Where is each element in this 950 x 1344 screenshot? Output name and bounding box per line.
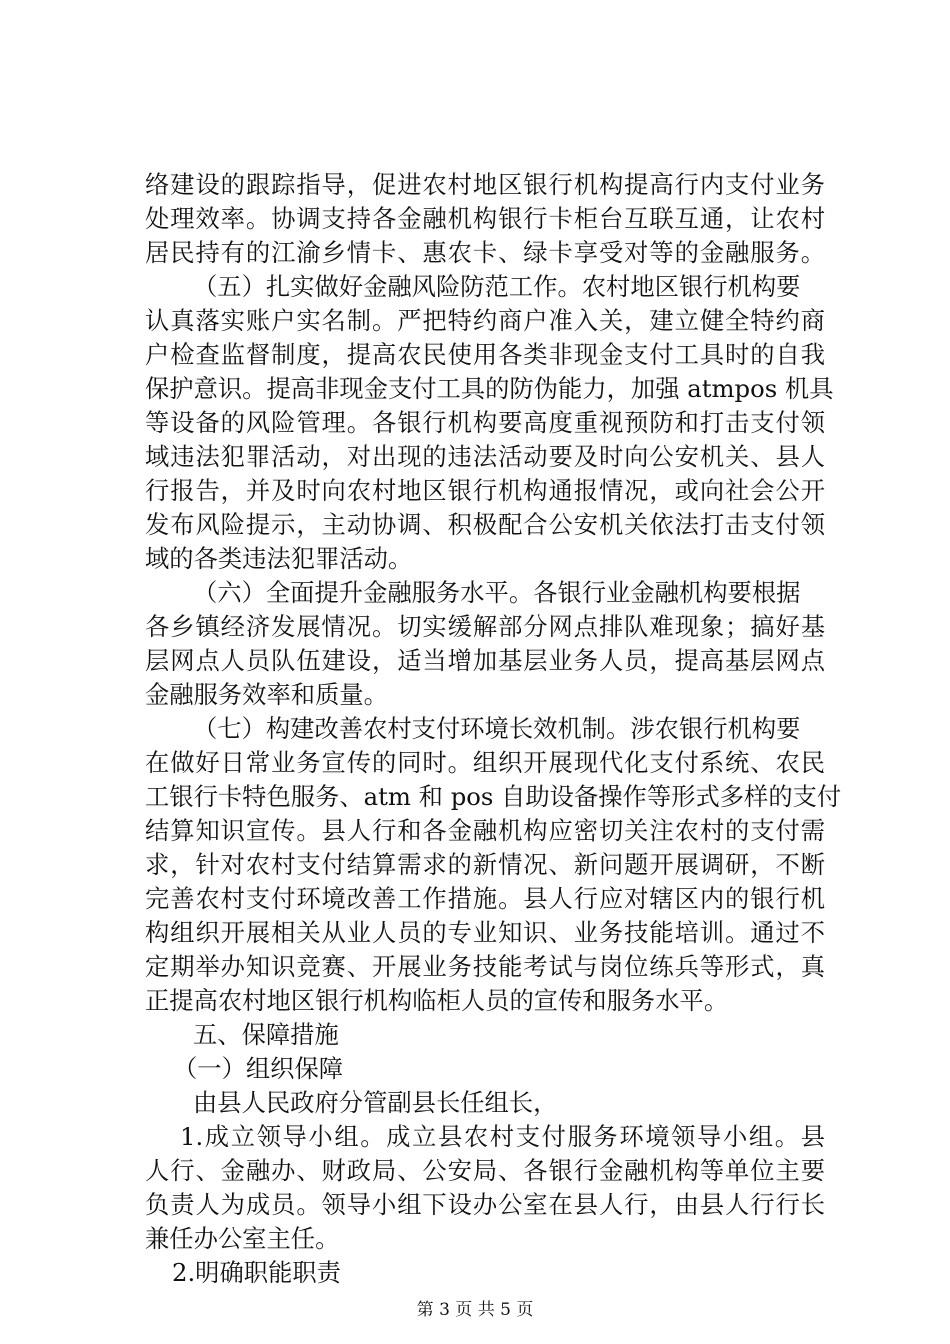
text-line: 络建设的跟踪指导，促进农村地区银行机构提高行内支付业务	[145, 170, 825, 199]
text-line: 户检查监督制度，提高农民使用各类非现金支付工具时的自我	[145, 340, 825, 369]
text-line: 负责人为成员。领导小组下设办公室在县人行，由县人行行长	[145, 1190, 825, 1219]
text-line: 居民持有的江渝乡情卡、惠农卡、绿卡享受对等的金融服务。	[145, 238, 825, 267]
text-line: 正提高农村地区银行机构临柜人员的宣传和服务水平。	[145, 986, 729, 1015]
text-line: 定期举办知识竞赛、开展业务技能考试与岗位练兵等形式，真	[145, 952, 825, 981]
text-line: 域的各类违法犯罪活动。	[145, 544, 413, 573]
text-line: 行报告，并及时向农村地区银行机构通报情况，或向社会公开	[145, 476, 825, 505]
text-line: 结算知识宣传。县人行和各金融机构应密切关注农村的支付需	[145, 816, 825, 845]
text-line: 完善农村支付环境改善工作措施。县人行应对辖区内的银行机	[145, 884, 825, 913]
text-line: 兼任办公室主任。	[145, 1224, 340, 1253]
text-line: 认真落实账户实名制。严把特约商户准入关，建立健全特约商	[145, 306, 825, 335]
text-line: 由县人民政府分管副县长任组长，	[193, 1088, 558, 1117]
text-line: 金融服务效率和质量。	[145, 680, 388, 709]
text-line: 2.明确职能职责	[172, 1258, 341, 1287]
text-line: 处理效率。协调支持各金融机构银行卡柜台互联互通，让农村	[145, 204, 825, 233]
text-line: 在做好日常业务宣传的同时。组织开展现代化支付系统、农民	[145, 748, 825, 777]
text-line: 域违法犯罪活动，对出现的违法活动要及时向公安机关、县人	[145, 442, 825, 471]
text-line: 人行、金融办、财政局、公安局、各银行金融机构等单位主要	[145, 1156, 825, 1185]
text-line: （五）扎实做好金融风险防范工作。农村地区银行机构要	[193, 272, 801, 301]
text-line: 发布风险提示，主动协调、积极配合公安机关依法打击支付领	[145, 510, 825, 539]
text-line: 求，针对农村支付结算需求的新情况、新问题开展调研，不断	[145, 850, 825, 879]
text-line: 等设备的风险管理。各银行机构要高度重视预防和打击支付领	[145, 408, 825, 437]
text-line: （七）构建改善农村支付环境长效机制。涉农银行机构要	[193, 714, 801, 743]
text-line: 各乡镇经济发展情况。切实缓解部分网点排队难现象；搞好基	[145, 612, 825, 641]
text-line: 层网点人员队伍建设，适当增加基层业务人员，提高基层网点	[145, 646, 825, 675]
text-line: 构组织开展相关从业人员的专业知识、业务技能培训。通过不	[145, 918, 825, 947]
text-line: （六）全面提升金融服务水平。各银行业金融机构要根据	[193, 578, 801, 607]
text-line: 保护意识。提高非现金支付工具的防伪能力，加强 atmpos 机具	[145, 374, 834, 403]
section-heading: 五、保障措施	[193, 1020, 339, 1049]
text-line: 1.成立领导小组。成立县农村支付服务环境领导小组。县	[180, 1122, 825, 1151]
text-line: 工银行卡特色服务、atm 和 pos 自助设备操作等形式多样的支付	[145, 782, 842, 811]
page-number-footer: 第 3 页 共 5 页	[416, 1300, 534, 1320]
subsection-heading: （一）组织保障	[173, 1054, 344, 1083]
